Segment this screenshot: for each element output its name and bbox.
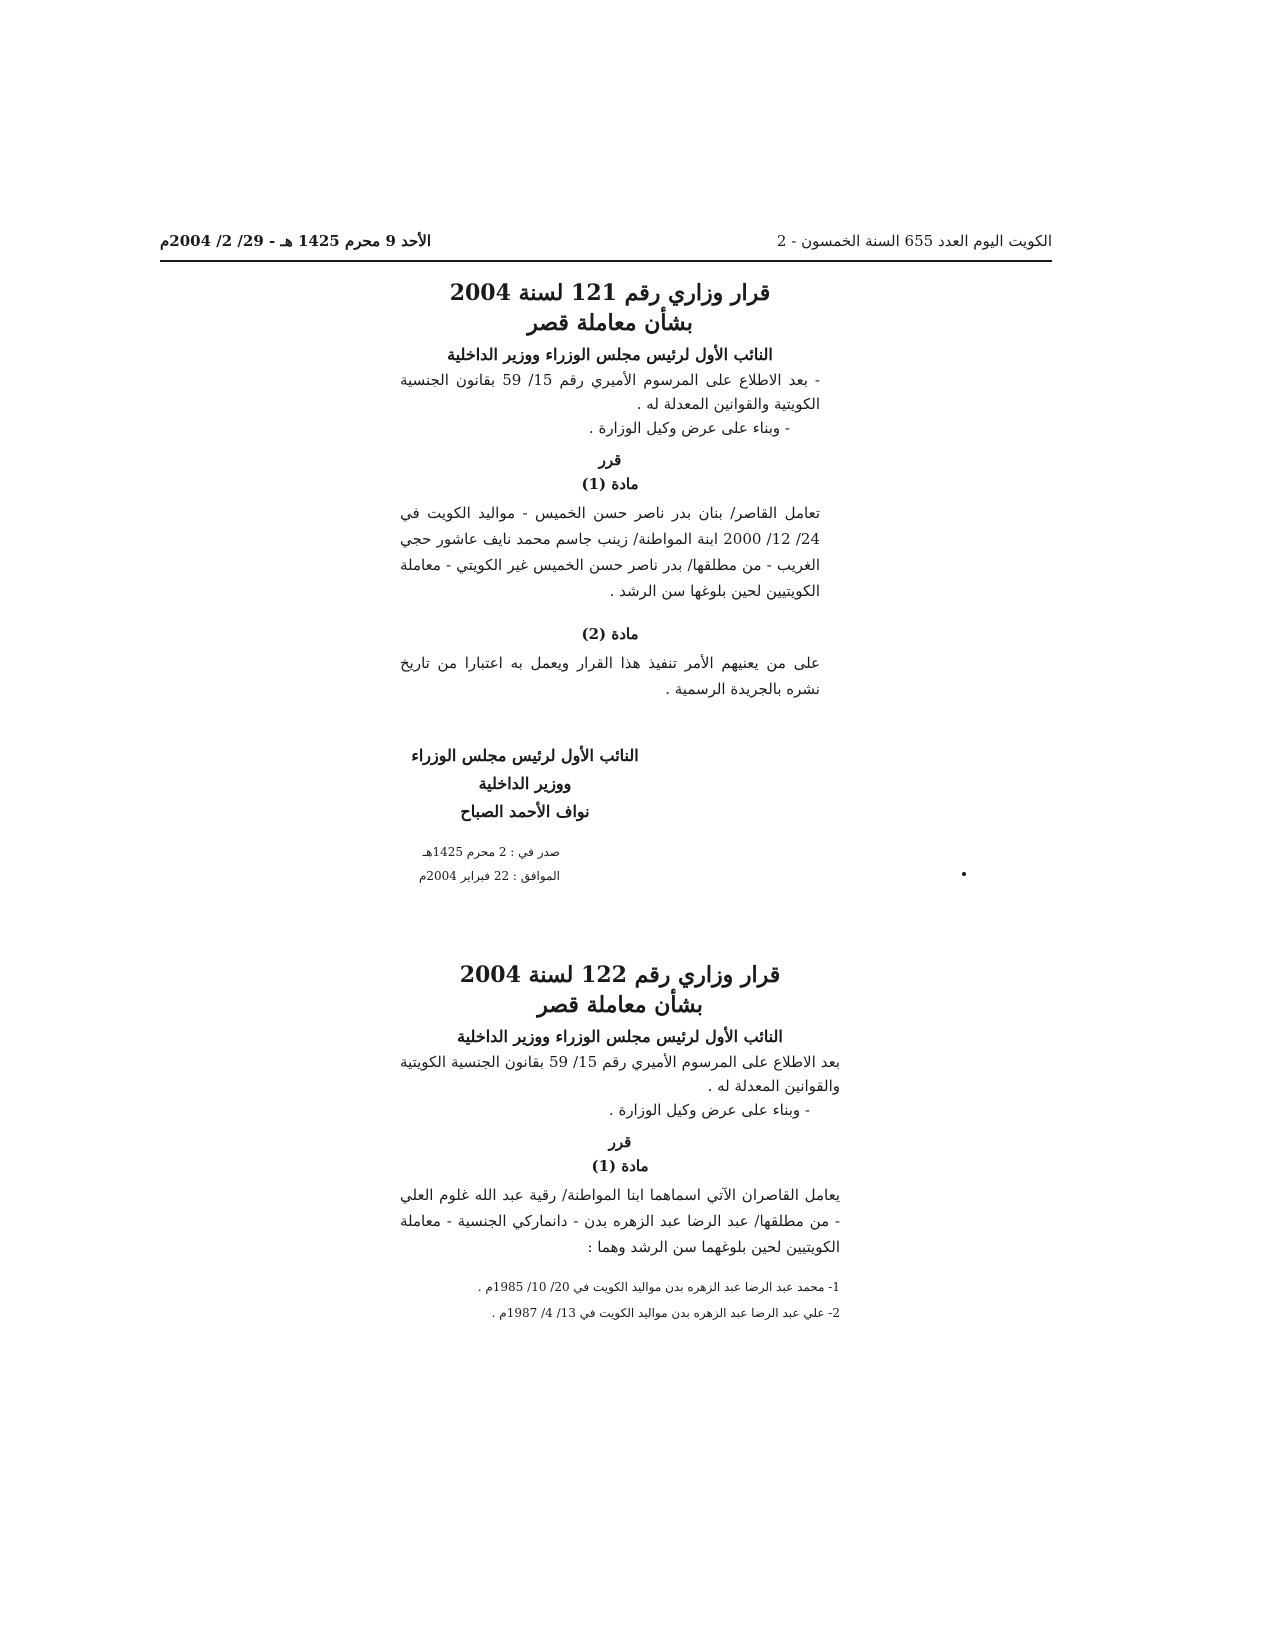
signature-role: ووزير الداخلية	[478, 774, 572, 793]
article-heading: مادة (1)	[581, 475, 639, 493]
issued-hijri-date: صدر في : 2 محرم 1425هـ	[422, 845, 560, 859]
list-item: 2- علي عبد الرضا عبد الزهره بدن مواليد الكويت في 13/ 4/ 1987م .	[491, 1306, 840, 1320]
signature-title: النائب الأول لرئيس مجلس الوزراء	[411, 746, 639, 765]
preamble-paragraph: - وبناء على عرض وكيل الوزارة .	[608, 1101, 810, 1119]
scan-speck	[962, 872, 966, 876]
issue-date-block	[400, 840, 820, 888]
decree-title: قرار وزاري رقم 122 لسنة 2004	[459, 962, 781, 988]
children-list	[400, 1274, 840, 1326]
decided-heading: قرر	[608, 1133, 632, 1151]
article-heading: مادة (2)	[581, 625, 639, 643]
preamble-paragraph: - وبناء على عرض وكيل الوزارة .	[588, 419, 790, 437]
page-header	[160, 232, 1052, 258]
decree-title: قرار وزاري رقم 121 لسنة 2004	[449, 280, 771, 306]
list-item: 1- محمد عبد الرضا عبد الزهره بدن مواليد الكويت في 20/ 10/ 1985م .	[477, 1280, 840, 1294]
issued-gregorian-date: الموافق : 22 فبراير 2004م	[418, 869, 560, 883]
preamble-paragraph: بعد الاطلاع على المرسوم الأميري رقم 15/ 59 بقانون الجنسية الكويتية والقوانين المعدلة له .	[400, 1053, 840, 1095]
decree-subtitle: بشأن معاملة قصر	[527, 310, 693, 336]
decree-authority: النائب الأول لرئيس مجلس الوزراء ووزير الداخلية	[457, 1027, 783, 1046]
header-date: الأحد 9 محرم 1425 هـ - 29/ 2/ 2004م	[160, 232, 431, 250]
preamble-paragraph: - بعد الاطلاع على المرسوم الأميري رقم 15/ 59 بقانون الجنسية الكويتية والقوانين المعدلة له .	[400, 371, 820, 413]
article-text: تعامل القاصر/ بنان بدر ناصر حسن الخميس - مواليد الكويت في 24/ 12/ 2000 ابنة المواطنة/ زينب جاسم محمد نايف عاشور حجي الغريب - من مطلقها/ بدر ناصر حسن الخميس غير الكويتي - معاملة الكويتيين لحين بلوغها سن الرشد .	[400, 504, 821, 600]
decree-122	[400, 960, 840, 1326]
article-heading: مادة (1)	[591, 1157, 649, 1175]
header-divider	[160, 260, 1052, 262]
header-issue-info: الكويت اليوم العدد 655 السنة الخمسون - 2	[776, 232, 1052, 250]
signature-name: نواف الأحمد الصباح	[460, 802, 590, 821]
decree-subtitle: بشأن معاملة قصر	[537, 992, 703, 1018]
decree-121	[400, 278, 820, 888]
decided-heading: قرر	[598, 451, 622, 469]
signature-block	[400, 742, 820, 826]
article-text: على من يعنيهم الأمر تنفيذ هذا القرار ويعمل به اعتبارا من تاريخ نشره بالجريدة الرسمية .	[400, 654, 820, 698]
article-text: يعامل القاصران الآتي اسماهما ابنا المواطنة/ رقية عبد الله غلوم العلي - من مطلقها/ عبد الرضا عبد الزهره بدن - دانماركي الجنسية - معاملة الكويتيين لحين بلوغهما سن الرشد وهما :	[400, 1186, 840, 1256]
decree-authority: النائب الأول لرئيس مجلس الوزراء ووزير الداخلية	[447, 345, 773, 364]
